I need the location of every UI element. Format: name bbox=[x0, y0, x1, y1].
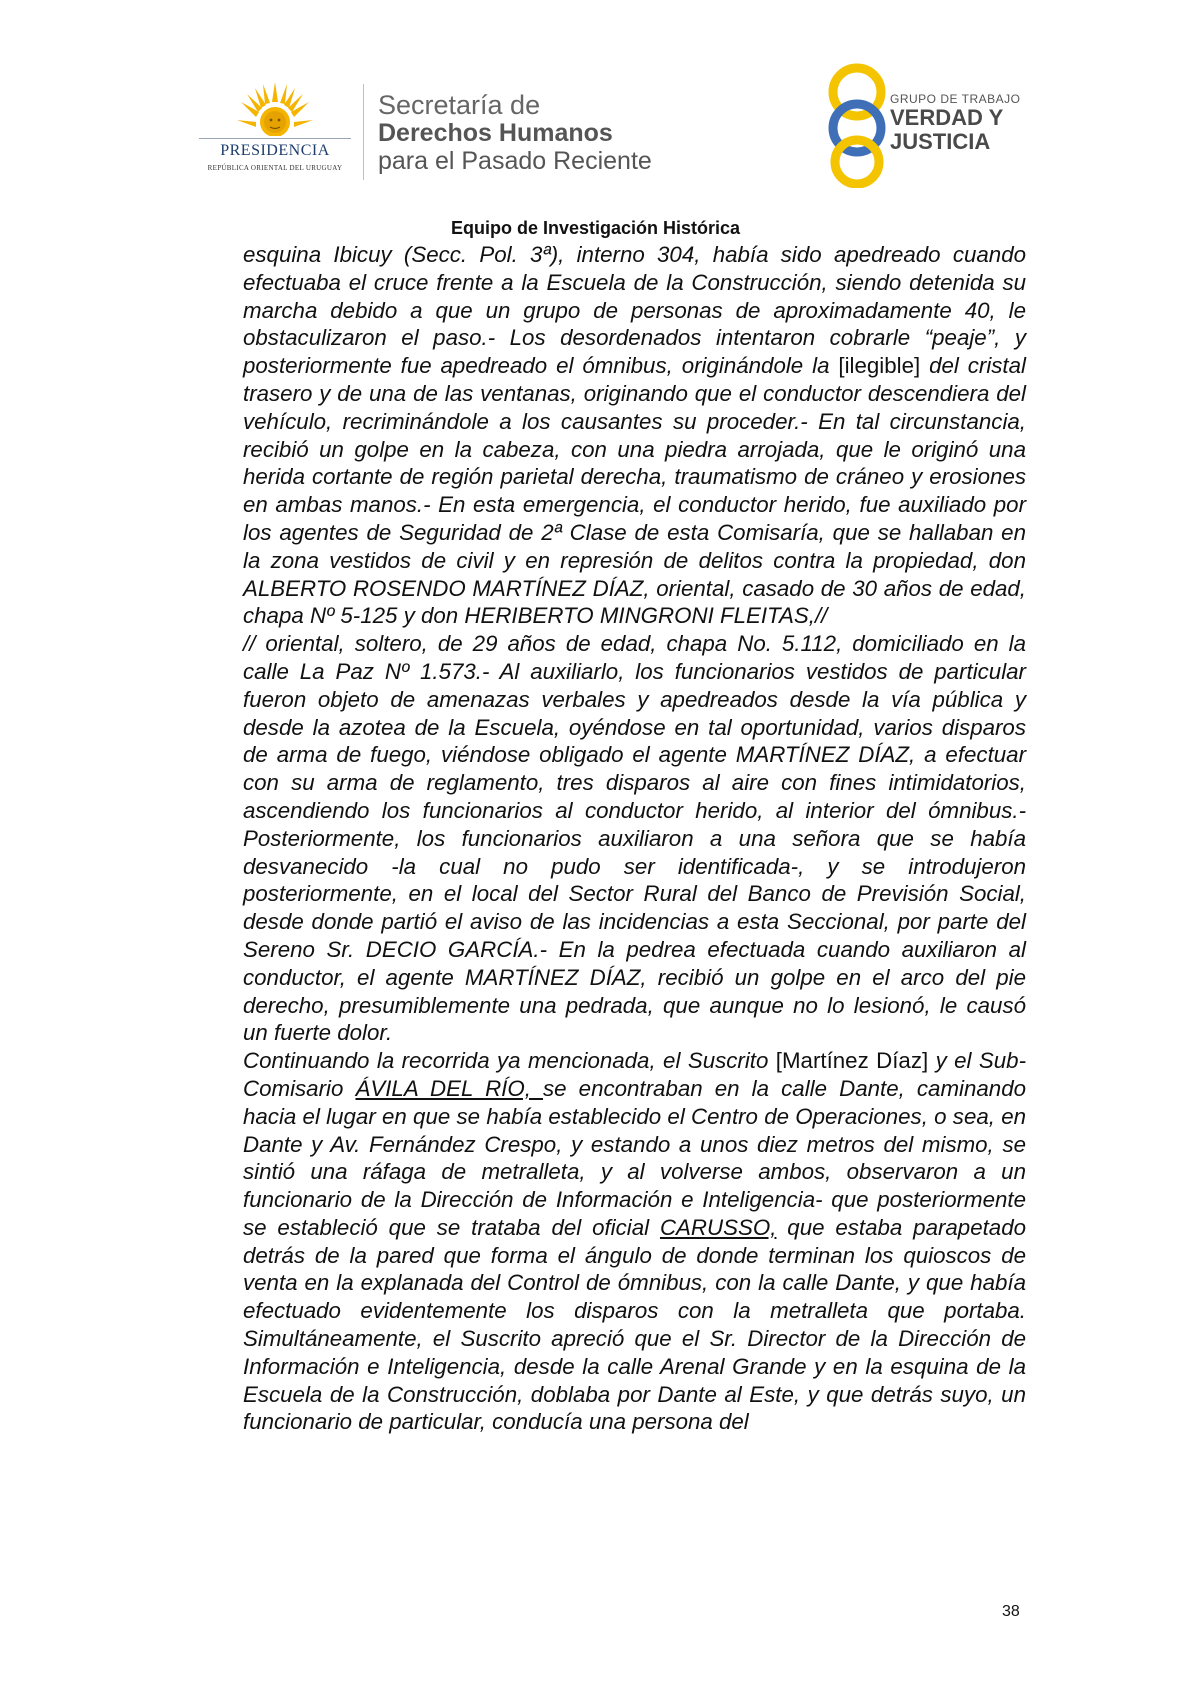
secretaria-line3: para el Pasado Reciente bbox=[378, 147, 652, 175]
verdad-justicia-rings-icon bbox=[812, 62, 902, 188]
secretaria-line1: Secretaría de bbox=[378, 90, 541, 120]
sun-emblem-icon bbox=[235, 80, 315, 140]
paragraph-3-text-b: y el Sub- Comisario bbox=[243, 1048, 1027, 1101]
document-heading: Equipo de Investigación Histórica bbox=[450, 218, 741, 238]
grupo-line1: GRUPO DE TRABAJO bbox=[890, 92, 1021, 106]
header-divider bbox=[363, 84, 364, 180]
presidencia-logo bbox=[195, 80, 355, 180]
document-header bbox=[0, 0, 1191, 200]
underlined-name-carusso: CARUSSO, bbox=[659, 1214, 777, 1240]
verdad-justicia-logo-text bbox=[890, 92, 1020, 154]
secretaria-logo-text bbox=[378, 91, 652, 175]
editorial-note-illegible: [ilegible] bbox=[838, 353, 921, 379]
document-body bbox=[243, 241, 1026, 1436]
paragraph-3-text-c: se encontraban en la calle Dante, caminando hacia el lugar en que se había establecido el Centro de Operaciones, o sea, en Dante y Av. Fernández Crespo, y estando a unos diez metros del mismo, se sintió una ráfaga de metralleta, y al volverse ambos, observaron a un funcionario de la Dirección de Información e Inteligencia- que posteriormente se estableció que se trataba del oficial bbox=[243, 1075, 1026, 1240]
editorial-note-name: [Martínez Díaz] bbox=[775, 1048, 929, 1074]
grupo-line2: VERDAD Y bbox=[890, 105, 1004, 130]
paragraph-2: // oriental, soltero, de 29 años de edad, chapa No. 5.112, domiciliado en la calle La Paz Nº 1.573.- Al auxiliarlo, los funcionarios vestidos de particular fueron objeto de amenazas verbales y apedreados desde la vía pública y desde la azotea de la Escuela, oyéndose en tal oportunidad, varios disparos de arma de fuego, viéndose obligado el agente MARTÍNEZ DÍAZ, a efectuar con su arma de reglamento, tres disparos al aire con fines intimidatorios, ascendiendo los funcionarios al conductor herido, al interior del ómnibus.- Posteriormente, los funcionarios auxiliaron a una señora que se había desvanecido -la cual no pudo ser identificada-, y se introdujeron posteriormente, en el local del Sector Rural del Banco de Previsión Social, desde donde partió el aviso de las incidencias a esta Seccional, por parte del Sereno Sr. DECIO GARCÍA.- En la pedrea efectuada cuando auxiliaron al conductor, el agente MARTÍNEZ DÍAZ, recibió un golpe en el arco del pie derecho, presumiblemente una pedrada, que aunque no lo lesionó, le causó un fuerte dolor. bbox=[243, 631, 1026, 1046]
paragraph-1-text-b: del cristal trasero y de una de las ventanas, originando que el conductor descendiera del vehículo, recriminándole a los causantes su proceder.- En tal circunstancia, recibió un golpe en la cabeza, con una piedra arrojada, que le originó una herida cortante de región parietal derecha, traumatismo de cráneo y erosiones en ambas manos.- En esta emergencia, el conductor herido, fue auxiliado por los agentes de Seguridad de 2ª Clase de esta Comisaría, que se hallaban en la zona vestidos de civil y en represión de delitos contra la propiedad, don ALBERTO ROSENDO MARTÍNEZ DÍAZ, oriental, casado de 30 años de edad, chapa Nº 5-125 y don HERIBERTO MINGRONI FLEITAS,// bbox=[243, 353, 1026, 629]
presidencia-subtitle: REPÚBLICA ORIENTAL DEL URUGUAY bbox=[207, 164, 343, 172]
paragraph-3 bbox=[243, 1047, 1026, 1436]
secretaria-line2: Derechos Humanos bbox=[378, 119, 613, 147]
paragraph-1-text-a: esquina Ibicuy (Secc. Pol. 3ª), interno 304, había sido apedreado cuando efectuaba el cruce frente a la Escuela de la Construcción, siendo detenida su marcha debido a que un grupo de personas de aproximadamente 40, le obstaculizaron el paso.- Los desordenados intentaron cobrarle “peaje”, y posteriormente fue apedreado el ómnibus, originándole la bbox=[243, 242, 1026, 379]
paragraph-3-text-a: Continuando la recorrida ya mencionada, el Suscrito bbox=[243, 1048, 776, 1074]
underlined-name-avila: ÁVILA DEL RÍO, bbox=[355, 1075, 544, 1101]
grupo-line3: JUSTICIA bbox=[890, 129, 991, 154]
paragraph-3-text-d: que estaba parapetado detrás de la pared que forma el ángulo de donde terminan los quioscos de venta en la explanada del Control de ómnibus, con la calle Dante, y que había efectuado evidentemente los disparos con la metralleta que portaba. Simultáneamente, el Suscrito apreció que el Sr. Director de la Dirección de Información e Inteligencia, desde la calle Arenal Grande y en la esquina de la Escuela de la Construcción, doblaba por Dante al Este, y que detrás suyo, un funcionario de particular, conducía una persona del bbox=[243, 1214, 1026, 1435]
presidencia-name: PRESIDENCIA bbox=[220, 142, 330, 159]
paragraph-1 bbox=[243, 241, 1026, 630]
page-number: 38 bbox=[1002, 1603, 1020, 1620]
presidencia-rule bbox=[199, 138, 351, 139]
